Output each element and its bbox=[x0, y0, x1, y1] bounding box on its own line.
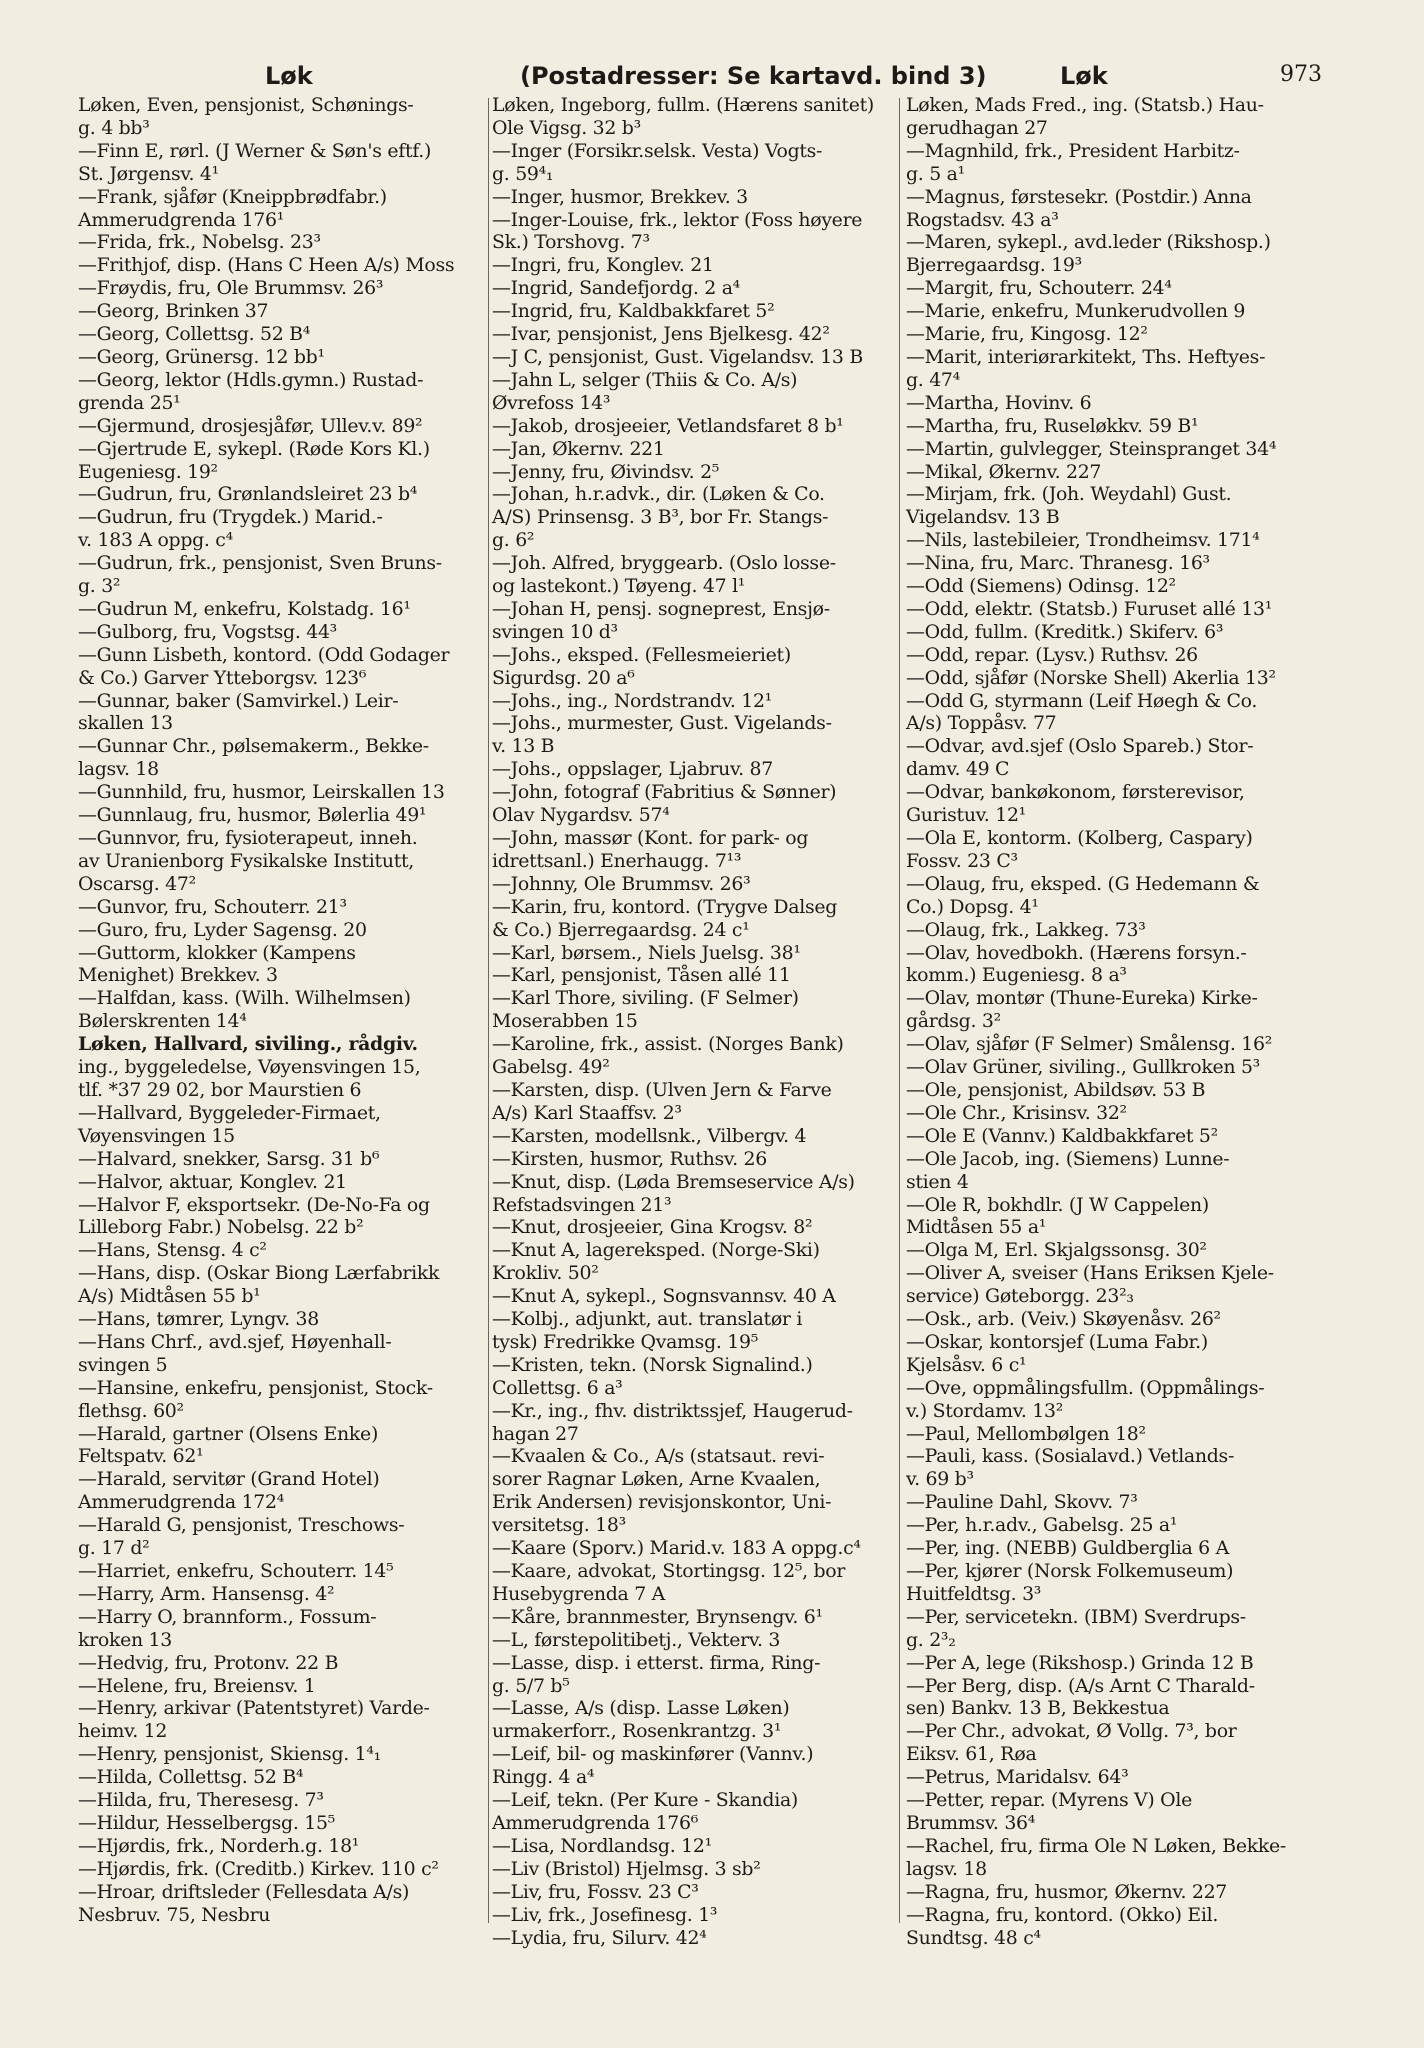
entry-line: —Oskar, kontorsjef (Luma Fabr.) bbox=[906, 1330, 1208, 1353]
entry-line: Eugeniesg. 19² bbox=[78, 460, 218, 483]
entry-line: —Kaare (Sporv.) Marid.v. 183 A oppg.c⁴ bbox=[492, 1537, 861, 1560]
entry-line: —Oliver A, sveiser (Hans Eriksen Kjele- bbox=[906, 1262, 1274, 1285]
entry-line: Guristuv. 12¹ bbox=[906, 804, 1026, 827]
entry-line: —Henry, pensjonist, Skiensg. 1⁴₁ bbox=[78, 1743, 381, 1766]
entry-line: —Per Chr., advokat, Ø Vollg. 7³, bor bbox=[906, 1720, 1237, 1743]
entry-line: A/s) Karl Staaffsv. 2³ bbox=[492, 1101, 682, 1124]
entry-line: —Halvor, aktuar, Konglev. 21 bbox=[78, 1170, 347, 1193]
entry-line: —Georg, Brinken 37 bbox=[78, 300, 269, 323]
entry-line: Moserabben 15 bbox=[492, 1010, 638, 1033]
entry-line: Oscarsg. 47² bbox=[78, 872, 196, 895]
entry-line: —Martha, Hovinv. 6 bbox=[906, 391, 1092, 414]
entry-line: Krokliv. 50² bbox=[492, 1262, 599, 1285]
entry-line: —Jahn L, selger (Thiis & Co. A/s) bbox=[492, 368, 798, 391]
entry-line: —Olav, sjåfør (F Selmer) Smålensg. 16² bbox=[906, 1033, 1272, 1056]
entry-line: —Johs., ing., Nordstrandv. 12¹ bbox=[492, 689, 772, 712]
entry-line: —Karl, børsem., Niels Juelsg. 38¹ bbox=[492, 941, 801, 964]
entry-line: —Frøydis, fru, Ole Brummsv. 26³ bbox=[78, 277, 384, 300]
entry-line: —Ingrid, Sandefjordg. 2 a⁴ bbox=[492, 277, 740, 300]
entry-line: —Marit, interiørarkitekt, Ths. Heftyes- bbox=[906, 345, 1266, 368]
entry-line: —Georg, Grünersg. 12 bb¹ bbox=[78, 345, 325, 368]
entry-line: —Olga M, Erl. Skjalgssonsg. 30² bbox=[906, 1239, 1207, 1262]
entry-line: —Ole R, bokhdlr. (J W Cappelen) bbox=[906, 1193, 1209, 1216]
entry-line: —Nina, fru, Marc. Thranesg. 16³ bbox=[906, 552, 1210, 575]
entry-line: tysk) Fredrikke Qvamsg. 19⁵ bbox=[492, 1330, 758, 1353]
entry-line: —Odvar, avd.sjef (Oslo Spareb.) Stor- bbox=[906, 735, 1254, 758]
entry-line: —Ingri, fru, Konglev. 21 bbox=[492, 254, 714, 277]
entry-line: A/S) Prinsensg. 3 B³, bor Fr. Stangs- bbox=[492, 506, 829, 529]
entry-line: —Per Berg, disp. (A/s Arnt C Tharald- bbox=[906, 1674, 1255, 1697]
entry-line: —Georg, Collettsg. 52 B⁴ bbox=[78, 323, 311, 346]
entry-line: —Johan, h.r.advk., dir. (Løken & Co. bbox=[492, 483, 825, 506]
entry-line: —Ole E (Vannv.) Kaldbakkfaret 5² bbox=[906, 1124, 1218, 1147]
header-right-keyword: Løk bbox=[1060, 62, 1108, 90]
page-number: 973 bbox=[1280, 62, 1322, 87]
entry-line: Ole Vigsg. 32 b³ bbox=[492, 116, 641, 139]
entry-line: damv. 49 C bbox=[906, 758, 1010, 781]
entry-line: —Harriet, enkefru, Schouterr. 14⁵ bbox=[78, 1560, 394, 1582]
entry-line: skallen 13 bbox=[78, 712, 173, 735]
entry-line: Vøyensvingen 15 bbox=[78, 1124, 235, 1147]
entry-line: —Hjørdis, frk., Norderh.g. 18¹ bbox=[78, 1834, 360, 1857]
entry-line: sen) Bankv. 13 B, Bekkestua bbox=[906, 1697, 1170, 1720]
entry-line: —Hilda, Collettsg. 52 B⁴ bbox=[78, 1766, 304, 1789]
entry-line: —Olav, montør (Thune-Eureka) Kirke- bbox=[906, 987, 1258, 1010]
entry-line: —Hans, tømrer, Lyngv. 38 bbox=[78, 1308, 319, 1331]
entry-line: og lastekont.) Tøyeng. 47 l¹ bbox=[492, 575, 746, 598]
entry-line: —Jenny, fru, Øivindsv. 2⁵ bbox=[492, 460, 720, 483]
entry-line: Olav Nygardsv. 57⁴ bbox=[492, 804, 670, 827]
entry-line: Sk.) Torshovg. 7³ bbox=[492, 231, 650, 254]
entry-line: g. 2³₂ bbox=[906, 1628, 956, 1651]
entry-line: —Ivar, pensjonist, Jens Bjelkesg. 42² bbox=[492, 323, 830, 346]
entry-line: Løken, Ingeborg, fullm. (Hærens sanitet) bbox=[492, 94, 874, 116]
entry-line: —Knut, drosjeeier, Gina Krogsv. 8² bbox=[492, 1216, 813, 1239]
entry-line: Nesbruv. 75, Nesbru bbox=[78, 1903, 271, 1926]
entry-line: ing., byggeledelse, Vøyensvingen 15, bbox=[78, 1056, 421, 1079]
entry-line: —Gunvor, fru, Schouterr. 21³ bbox=[78, 895, 347, 918]
entry-line: v.) Stordamv. 13² bbox=[906, 1399, 1063, 1422]
entry-line: —Karl, pensjonist, Tåsen allé 11 bbox=[492, 964, 791, 987]
entry-line: —Marie, enkefru, Munkerudvollen 9 bbox=[906, 300, 1246, 323]
entry-line: —Lisa, Nordlandsg. 12¹ bbox=[492, 1834, 712, 1857]
entry-line: —Karin, fru, kontord. (Trygve Dalseg bbox=[492, 895, 838, 918]
entry-line: —Karsten, disp. (Ulven Jern & Farve bbox=[492, 1078, 832, 1101]
entry-line: —Jan, Økernv. 221 bbox=[492, 437, 665, 460]
entry-line: —Kr., ing., fhv. distriktssjef, Haugerud- bbox=[492, 1399, 853, 1422]
entry-line: —Johs., murmester, Gust. Vigelands- bbox=[492, 712, 832, 735]
entry-line: sorer Ragnar Løken, Arne Kvaalen, bbox=[492, 1468, 821, 1491]
entry-line: —Hildur, Hesselbergsg. 15⁵ bbox=[78, 1811, 335, 1834]
entry-line: —Leif, bil- og maskinfører (Vannv.) bbox=[492, 1743, 814, 1766]
entry-line: idrettsanl.) Enerhaugg. 7¹³ bbox=[492, 849, 742, 872]
entry-line: Kjelsåsv. 6 c¹ bbox=[906, 1353, 1027, 1376]
entry-line: —Kåre, brannmester, Brynsengv. 6¹ bbox=[492, 1605, 823, 1628]
entry-line: —Knut, disp. (Løda Bremseservice A/s) bbox=[492, 1170, 855, 1193]
entry-line: —Hans, disp. (Oskar Biong Lærfabrikk bbox=[78, 1262, 440, 1285]
entry-line: —Inger (Forsikr.selsk. Vesta) Vogts- bbox=[492, 139, 823, 162]
entry-line: komm.) Eugeniesg. 8 a³ bbox=[906, 964, 1127, 987]
entry-line: —Odd G, styrmann (Leif Høegh & Co. bbox=[906, 689, 1258, 712]
entry-line: & Co.) Garver Ytteborgsv. 123⁶ bbox=[78, 666, 367, 689]
entry-line: —Olav Grüner, siviling., Gullkroken 5³ bbox=[906, 1056, 1260, 1079]
entry-line: v. 183 A oppg. c⁴ bbox=[78, 529, 233, 552]
entry-line: —Guro, fru, Lyder Sagensg. 20 bbox=[78, 918, 367, 941]
entry-line: g. 3² bbox=[78, 575, 121, 598]
entry-line: Husebygrenda 7 A bbox=[492, 1582, 665, 1605]
entry-line: —Hilda, fru, Theresesg. 7³ bbox=[78, 1789, 324, 1812]
entry-line: v. 69 b³ bbox=[906, 1468, 974, 1491]
entry-line: —Per, servicetekn. (IBM) Sverdrups- bbox=[906, 1605, 1246, 1628]
entry-line: —Guttorm, klokker (Kampens bbox=[78, 941, 356, 964]
entry-line: —Magnhild, frk., President Harbitz- bbox=[906, 139, 1240, 162]
entry-line: —Odd, repar. (Lysv.) Ruthsv. 26 bbox=[906, 643, 1198, 666]
column-1 bbox=[78, 94, 480, 1924]
entry-line: Gabelsg. 49² bbox=[492, 1056, 610, 1079]
entry-line: Øvrefoss 14³ bbox=[492, 391, 611, 414]
entry-line: —Magnus, førstesekr. (Postdir.) Anna bbox=[906, 185, 1252, 208]
entry-line: hagan 27 bbox=[492, 1422, 579, 1445]
entry-line: Erik Andersen) revisjonskontor, Uni- bbox=[492, 1491, 832, 1514]
entry-line: gerudhagan 27 bbox=[906, 116, 1048, 139]
entry-line: g. 59⁴₁ bbox=[492, 162, 554, 185]
entry-line: g. 47⁴ bbox=[906, 368, 960, 391]
entry-line: —Pauline Dahl, Skovv. 7³ bbox=[906, 1491, 1138, 1514]
entry-line: —Georg, lektor (Hdls.gymn.) Rustad- bbox=[78, 368, 424, 391]
entry-line: A/s) Midtåsen 55 b¹ bbox=[78, 1285, 261, 1308]
entry-line: —Karl Thore, siviling. (F Selmer) bbox=[492, 987, 799, 1010]
directory-columns bbox=[78, 94, 1343, 1949]
column-3 bbox=[906, 94, 1308, 1949]
entry-line: tlf. *37 29 02, bor Maurstien 6 bbox=[78, 1078, 362, 1101]
entry-line: —Hedvig, fru, Protonv. 22 B bbox=[78, 1651, 339, 1674]
entry-line: —Johan H, pensj. sogneprest, Ensjø- bbox=[492, 597, 830, 620]
entry-line: —Per A, lege (Rikshosp.) Grinda 12 B bbox=[906, 1651, 1254, 1674]
entry-line: Huitfeldtsg. 3³ bbox=[906, 1582, 1042, 1605]
entry-line: —Per, h.r.adv., Gabelsg. 25 a¹ bbox=[906, 1514, 1178, 1537]
entry-line: —Odd, elektr. (Statsb.) Furuset allé 13¹ bbox=[906, 597, 1272, 620]
entry-line: —Kaare, advokat, Stortingsg. 12⁵, bor bbox=[492, 1560, 846, 1582]
entry-line: lagsv. 18 bbox=[78, 758, 159, 781]
entry-line: stien 4 bbox=[906, 1170, 969, 1193]
entry-line: —Petrus, Maridalsv. 64³ bbox=[906, 1766, 1129, 1789]
entry-line: —Ole Jacob, ing. (Siemens) Lunne- bbox=[906, 1147, 1230, 1170]
entry-line: —Per, ing. (NEBB) Guldberglia 6 A bbox=[906, 1537, 1229, 1560]
entry-line: —Karsten, modellsnk., Vilbergv. 4 bbox=[492, 1124, 807, 1147]
entry-line: Rogstadsv. 43 a³ bbox=[906, 208, 1059, 231]
entry-line: —Ingrid, fru, Kaldbakkfaret 5² bbox=[492, 300, 775, 323]
entry-line: —Martha, fru, Ruseløkkv. 59 B¹ bbox=[906, 414, 1199, 437]
entry-line: —Henry, arkivar (Patentstyret) Varde- bbox=[78, 1697, 430, 1720]
entry-line: —Kristen, tekn. (Norsk Signalind.) bbox=[492, 1353, 813, 1376]
entry-line: lagsv. 18 bbox=[906, 1857, 987, 1880]
entry-line: Refstadsvingen 21³ bbox=[492, 1193, 672, 1216]
entry-line: & Co.) Bjerregaardsg. 24 c¹ bbox=[492, 918, 750, 941]
header-left-keyword: Løk bbox=[265, 62, 313, 90]
entry-line: —Inger, husmor, Brekkev. 3 bbox=[492, 185, 748, 208]
entry-line: —Ragna, fru, husmor, Økernv. 227 bbox=[906, 1880, 1228, 1903]
entry-line: Bølerskrenten 14⁴ bbox=[78, 1010, 247, 1033]
entry-line: g. 6² bbox=[492, 529, 535, 552]
entry-line: —Per, kjører (Norsk Folkemuseum) bbox=[906, 1560, 1234, 1582]
entry-line: —Harry O, brannform., Fossum- bbox=[78, 1605, 377, 1628]
entry-line: A/s) Toppåsv. 77 bbox=[906, 712, 1057, 735]
entry-line: Løken, Mads Fred., ing. (Statsb.) Hau- bbox=[906, 94, 1264, 116]
entry-line: Midtåsen 55 a¹ bbox=[906, 1216, 1047, 1239]
entry-line: —Leif, tekn. (Per Kure - Skandia) bbox=[492, 1789, 798, 1812]
entry-line: flethsg. 60² bbox=[78, 1399, 184, 1422]
entry-line: —Frithjof, disp. (Hans C Heen A/s) Moss bbox=[78, 254, 455, 277]
entry-line: urmakerforr., Rosenkrantzg. 3¹ bbox=[492, 1720, 782, 1743]
header-center-note: (Postadresser: Se kartavd. bind 3) bbox=[520, 62, 987, 90]
entry-line: —Gunnhild, fru, husmor, Leirskallen 13 bbox=[78, 781, 445, 804]
entry-line: —Olav, hovedbokh. (Hærens forsyn.- bbox=[906, 941, 1247, 964]
entry-line: svingen 5 bbox=[78, 1353, 168, 1376]
entry-line: —Gjertrude E, sykepl. (Røde Kors Kl.) bbox=[78, 437, 430, 460]
entry-line: Co.) Dopsg. 4¹ bbox=[906, 895, 1039, 918]
entry-line: —Olaug, frk., Lakkeg. 73³ bbox=[906, 918, 1146, 941]
entry-line: —Lydia, fru, Silurv. 42⁴ bbox=[492, 1926, 707, 1949]
entry-line: —John, fotograf (Fabritius & Sønner) bbox=[492, 781, 837, 804]
entry-line: —Inger-Louise, frk., lektor (Foss høyere bbox=[492, 208, 863, 231]
entry-line: —J C, pensjonist, Gust. Vigelandsv. 13 B bbox=[492, 345, 863, 368]
entry-line: —Finn E, rørl. (J Werner & Søn's eftf.) bbox=[78, 139, 432, 162]
entry-line: —Gudrun, fru (Trygdek.) Marid.- bbox=[78, 506, 383, 529]
entry-line: gårdsg. 3² bbox=[906, 1010, 1001, 1033]
entry-line: —Gunn Lisbeth, kontord. (Odd Godager bbox=[78, 643, 450, 666]
entry-line: —Gulborg, fru, Vogstsg. 44³ bbox=[78, 620, 337, 643]
entry-line: —Knut A, lagereksped. (Norge-Ski) bbox=[492, 1239, 820, 1262]
entry-line: —Knut A, sykepl., Sognsvannsv. 40 A bbox=[492, 1285, 836, 1308]
entry-line: —Kvaalen & Co., A/s (statsaut. revi- bbox=[492, 1445, 825, 1468]
entry-line: —Ola E, kontorm. (Kolberg, Caspary) bbox=[906, 827, 1253, 849]
entry-line: —Jakob, drosjeeier, Vetlandsfaret 8 b¹ bbox=[492, 414, 844, 437]
entry-line: Brummsv. 36⁴ bbox=[906, 1811, 1036, 1834]
entry-line: Eiksv. 61, Røa bbox=[906, 1743, 1037, 1766]
entry-line: —Osk., arb. (Veiv.) Skøyenåsv. 26² bbox=[906, 1308, 1221, 1331]
entry-line: —John, massør (Kont. for park- og bbox=[492, 827, 809, 849]
entry-line: —Ragna, fru, kontord. (Okko) Eil. bbox=[906, 1903, 1219, 1926]
entry-line: Løken, Hallvard, siviling., rådgiv. bbox=[78, 1033, 418, 1056]
entry-line: —Hallvard, Byggeleder-Firmaet, bbox=[78, 1101, 381, 1124]
entry-line: —Johnny, Ole Brummsv. 26³ bbox=[492, 872, 751, 895]
entry-line: —Harald G, pensjonist, Treschows- bbox=[78, 1514, 405, 1537]
entry-line: —Rachel, fru, firma Ole N Løken, Bekke- bbox=[906, 1834, 1287, 1857]
entry-line: heimv. 12 bbox=[78, 1720, 168, 1743]
entry-line: —Nils, lastebileier, Trondheimsv. 171⁴ bbox=[906, 529, 1260, 552]
entry-line: Ammerudgrenda 176⁶ bbox=[492, 1811, 698, 1834]
entry-line: —Gudrun, frk., pensjonist, Sven Bruns- bbox=[78, 552, 442, 575]
entry-line: —Liv, frk., Josefinesg. 1³ bbox=[492, 1903, 718, 1926]
entry-line: —Karoline, frk., assist. (Norges Bank) bbox=[492, 1033, 844, 1056]
entry-line: Feltspatv. 62¹ bbox=[78, 1445, 204, 1468]
entry-line: —Ove, oppmålingsfullm. (Oppmålings- bbox=[906, 1376, 1265, 1399]
entry-line: g. 5/7 b⁵ bbox=[492, 1674, 570, 1697]
entry-line: —Lasse, disp. i etterst. firma, Ring- bbox=[492, 1651, 821, 1674]
entry-line: —Maren, sykepl., avd.leder (Rikshosp.) bbox=[906, 231, 1271, 254]
entry-line: —Mikal, Økernv. 227 bbox=[906, 460, 1102, 483]
entry-line: grenda 25¹ bbox=[78, 391, 181, 414]
entry-line: —Hroar, driftsleder (Fellesdata A/s) bbox=[78, 1880, 410, 1903]
entry-line: service) Gøteborgg. 23²₃ bbox=[906, 1285, 1134, 1308]
entry-line: —Gjermund, drosjesjåfør, Ullev.v. 89² bbox=[78, 414, 423, 437]
entry-line: —Odd (Siemens) Odinsg. 12² bbox=[906, 575, 1176, 598]
entry-line: v. 13 B bbox=[492, 735, 555, 758]
entry-line: —Hjørdis, frk. (Creditb.) Kirkev. 110 c² bbox=[78, 1857, 439, 1880]
entry-line: —Gudrun, fru, Grønlandsleiret 23 b⁴ bbox=[78, 483, 418, 506]
entry-line: versitetsg. 18³ bbox=[492, 1514, 626, 1537]
entry-line: —Gunnar Chr., pølsemakerm., Bekke- bbox=[78, 735, 429, 758]
entry-line: —Margit, fru, Schouterr. 24⁴ bbox=[906, 277, 1172, 300]
entry-line: St. Jørgensv. 4¹ bbox=[78, 162, 219, 185]
entry-line: —Pauli, kass. (Sosialavd.) Vetlands- bbox=[906, 1445, 1235, 1468]
entry-line: g. 4 bb³ bbox=[78, 116, 150, 139]
entry-line: —Olaug, fru, eksped. (G Hedemann & bbox=[906, 872, 1260, 895]
entry-line: av Uranienborg Fysikalske Institutt, bbox=[78, 849, 414, 872]
entry-line: —Halvor F, eksportsekr. (De-No-Fa og bbox=[78, 1193, 430, 1216]
entry-line: kroken 13 bbox=[78, 1628, 172, 1651]
entry-line: —Helene, fru, Breiensv. 1 bbox=[78, 1674, 316, 1697]
entry-line: g. 5 a¹ bbox=[906, 162, 965, 185]
entry-line: g. 17 d² bbox=[78, 1537, 150, 1560]
entry-line: —Lasse, A/s (disp. Lasse Løken) bbox=[492, 1697, 790, 1720]
entry-line: Sigurdsg. 20 a⁶ bbox=[492, 666, 635, 689]
entry-line: —Gunnvor, fru, fysioterapeut, inneh. bbox=[78, 827, 418, 849]
entry-line: Løken, Even, pensjonist, Schønings- bbox=[78, 94, 414, 116]
entry-line: —Johs., eksped. (Fellesmeieriet) bbox=[492, 643, 791, 666]
entry-line: —Gunnar, baker (Samvirkel.) Leir- bbox=[78, 689, 399, 712]
entry-line: —Odd, fullm. (Kreditk.) Skiferv. 6³ bbox=[906, 620, 1224, 643]
entry-line: —Kirsten, husmor, Ruthsv. 26 bbox=[492, 1147, 767, 1170]
entry-line: —Gunnlaug, fru, husmor, Bølerlia 49¹ bbox=[78, 804, 427, 827]
entry-line: Bjerregaardsg. 19³ bbox=[906, 254, 1082, 277]
entry-line: —Hans, Stensg. 4 c² bbox=[78, 1239, 267, 1262]
entry-line: —Hansine, enkefru, pensjonist, Stock- bbox=[78, 1376, 433, 1399]
entry-line: Collettsg. 6 a³ bbox=[492, 1376, 623, 1399]
entry-line: Ammerudgrenda 172⁴ bbox=[78, 1491, 284, 1514]
entry-line: —Mirjam, frk. (Joh. Weydahl) Gust. bbox=[906, 483, 1232, 506]
entry-line: Ammerudgrenda 176¹ bbox=[78, 208, 284, 231]
entry-line: —Johs., oppslager, Ljabruv. 87 bbox=[492, 758, 773, 781]
entry-line: —Halvard, snekker, Sarsg. 31 b⁶ bbox=[78, 1147, 380, 1170]
entry-line: —Odd, sjåfør (Norske Shell) Akerlia 13² bbox=[906, 666, 1276, 689]
entry-line: —Martin, gulvlegger, Steinspranget 34⁴ bbox=[906, 437, 1277, 460]
entry-line: —Liv, fru, Fossv. 23 C³ bbox=[492, 1880, 699, 1903]
entry-line: —L, førstepolitibetj., Vekterv. 3 bbox=[492, 1628, 781, 1651]
entry-line: —Marie, fru, Kingosg. 12² bbox=[906, 323, 1148, 346]
entry-line: —Halfdan, kass. (Wilh. Wilhelmsen) bbox=[78, 987, 411, 1010]
entry-line: svingen 10 d³ bbox=[492, 620, 618, 643]
entry-line: —Frida, frk., Nobelsg. 23³ bbox=[78, 231, 321, 254]
entry-line: Vigelandsv. 13 B bbox=[906, 506, 1060, 529]
entry-line: —Paul, Mellombølgen 18² bbox=[906, 1422, 1146, 1445]
entry-line: —Ole Chr., Krisinsv. 32² bbox=[906, 1101, 1127, 1124]
entry-line: —Hans Chrf., avd.sjef, Høyenhall- bbox=[78, 1330, 392, 1353]
entry-line: Fossv. 23 C³ bbox=[906, 849, 1018, 872]
column-2 bbox=[492, 94, 894, 1949]
entry-line: —Harry, Arm. Hansensg. 4² bbox=[78, 1582, 335, 1605]
entry-line: Menighet) Brekkev. 3 bbox=[78, 964, 278, 987]
entry-line: Lilleborg Fabr.) Nobelsg. 22 b² bbox=[78, 1216, 364, 1239]
entry-line: —Joh. Alfred, bryggearb. (Oslo losse- bbox=[492, 552, 836, 575]
entry-line: Ringg. 4 a⁴ bbox=[492, 1766, 595, 1789]
entry-line: —Frank, sjåfør (Kneippbrødfabr.) bbox=[78, 185, 387, 208]
entry-line: —Harald, gartner (Olsens Enke) bbox=[78, 1422, 379, 1445]
entry-line: —Odvar, bankøkonom, førsterevisor, bbox=[906, 781, 1245, 804]
entry-line: —Harald, servitør (Grand Hotel) bbox=[78, 1468, 380, 1491]
entry-line: —Ole, pensjonist, Abildsøv. 53 B bbox=[906, 1078, 1206, 1101]
entry-line: —Gudrun M, enkefru, Kolstadg. 16¹ bbox=[78, 597, 411, 620]
entry-line: —Liv (Bristol) Hjelmsg. 3 sb² bbox=[492, 1857, 761, 1880]
entry-line: —Kolbj., adjunkt, aut. translatør i bbox=[492, 1308, 803, 1331]
entry-line: —Petter, repar. (Myrens V) Ole bbox=[906, 1789, 1192, 1812]
entry-line: Sundtsg. 48 c⁴ bbox=[906, 1926, 1041, 1949]
